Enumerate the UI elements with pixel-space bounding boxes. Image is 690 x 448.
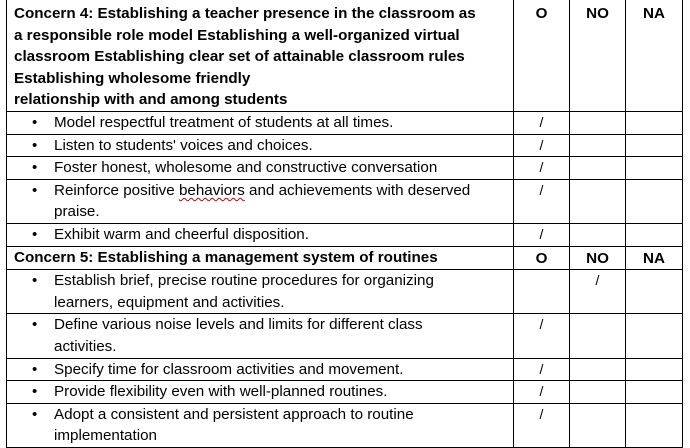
item-text: Foster honest, wholesome and constructive conversation [54,159,438,177]
column-o-header: O [514,0,570,111]
mark-na [626,179,683,223]
concern-5-heading: Concern 5: Establishing a management system of routines [7,246,514,270]
mark-no [570,134,626,157]
concern-4-heading-line: relationship with and among students [14,91,288,109]
item-text: Provide flexibility even with well-planned routines. [54,383,388,401]
item-text: Adopt a consistent and persistent approach to routine implementation [54,405,414,445]
bullet-icon: • [32,181,38,199]
mark-o: / [514,179,570,223]
mark-no [570,157,626,180]
bullet-icon: • [32,159,38,177]
table-row [7,403,683,447]
mark-na [626,111,683,134]
bullet-icon: • [32,316,38,334]
column-na-header: NA [626,246,683,270]
bullet-icon: • [32,360,38,378]
mark-o: / [514,111,570,134]
column-na-header: NA [626,0,683,111]
concern-4-heading [7,0,514,111]
spellcheck-underlined-word: behaviors [178,181,245,199]
table-row [7,381,683,404]
mark-no [570,358,626,381]
item-text: Model respectful treatment of students at all times. [54,113,394,131]
mark-o: / [514,403,570,447]
table-row [7,270,683,314]
mark-o: / [514,381,570,404]
bullet-icon: • [32,113,38,131]
table-row [7,134,683,157]
bullet-icon: • [32,136,38,154]
concern-4-header-row [7,0,683,111]
item-text: Establish brief, precise routine procedures for organizing learners, equipment and activities. [54,272,434,311]
column-o-header: O [514,246,570,270]
bullet-icon: • [32,405,38,423]
observation-checklist-table [6,0,683,448]
item-text: Reinforce positive behaviors and achievements with deserved praise. [54,181,471,221]
column-no-header: NO [570,0,626,111]
concern-4-heading-line: Establishing wholesome friendly [14,69,251,87]
table-row [7,358,683,381]
concern-4-heading-line: classroom Establishing clear set of attainable classroom rules [14,48,465,66]
mark-na [626,223,683,246]
mark-o: / [514,223,570,246]
table-row [7,179,683,223]
table-row [7,223,683,246]
mark-na [626,358,683,381]
table-row [7,314,683,358]
mark-na [626,381,683,404]
item-text: Exhibit warm and cheerful disposition. [54,225,309,243]
table-row [7,157,683,180]
mark-o: / [514,358,570,381]
mark-no [570,179,626,223]
mark-o: / [514,157,570,180]
item-text: Specify time for classroom activities and movement. [54,360,404,378]
mark-na [626,270,683,314]
mark-o: / [514,134,570,157]
item-text: Listen to students' voices and choices. [54,136,313,154]
column-no-header: NO [570,246,626,270]
mark-no [570,381,626,404]
table-row [7,111,683,134]
mark-no [570,403,626,447]
mark-na [626,157,683,180]
mark-na [626,314,683,358]
mark-no [570,111,626,134]
mark-o: / [514,314,570,358]
bullet-icon: • [32,272,38,290]
concern-4-heading-line: Concern 4: Establishing a teacher presence in the classroom as [14,5,476,22]
mark-na [626,403,683,447]
mark-na [626,134,683,157]
mark-o [514,270,570,314]
bullet-icon: • [32,383,38,401]
item-text: Define various noise levels and limits for different class activities. [54,316,423,355]
concern-5-header-row [7,246,683,270]
concern-4-heading-line: a responsible role model Establishing a well-organized virtual [14,26,460,44]
mark-no: / [570,270,626,314]
mark-no [570,223,626,246]
mark-no [570,314,626,358]
bullet-icon: • [32,225,38,243]
